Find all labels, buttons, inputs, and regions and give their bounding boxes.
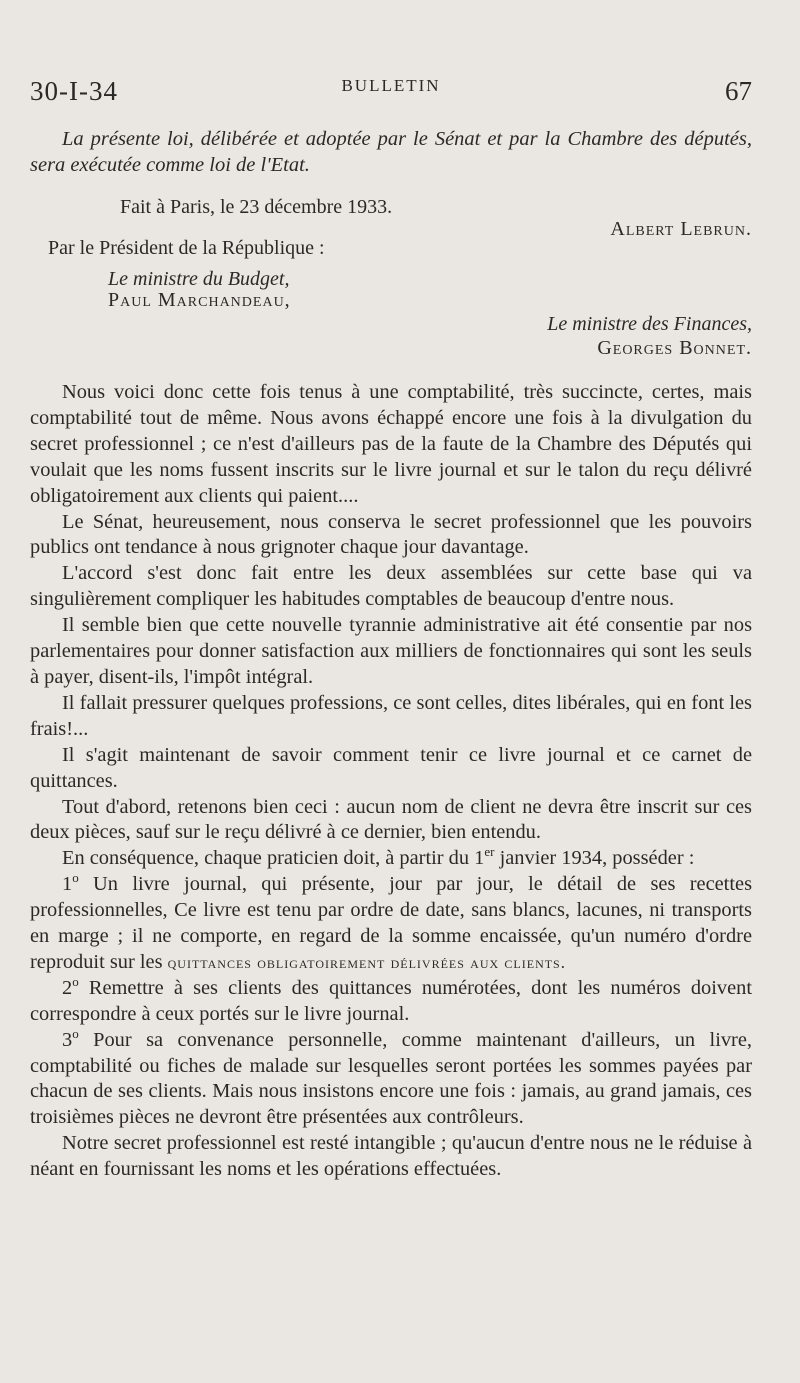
header-title: BULLETIN — [341, 76, 441, 95]
consequence-sup: er — [484, 844, 495, 860]
item-text: Remettre à ses clients des quittances numérotées, dont les numéros doivent correspondre à ceux portés sur le livre journal. — [30, 976, 752, 1025]
item-degree: o — [72, 870, 79, 886]
president-name: Albert Lebrun. — [610, 218, 752, 240]
paragraph: Il fallait pressurer quelques professions, ce sont celles, dites libérales, qui en font les frais!... — [30, 691, 752, 740]
list-item-2 — [30, 976, 752, 1028]
paragraph: Il semble bien que cette nouvelle tyrannie administrative ait été consentie par nos parlementaires pour donner satisfaction aux milliers de fonctionnaires qui sont les seuls à payer, disent-ils, l'impôt intégral. — [30, 614, 752, 688]
list-item-3 — [30, 1025, 752, 1132]
running-header — [30, 70, 752, 110]
law-conclusion — [30, 126, 752, 178]
paragraph: Il s'agit maintenant de savoir comment tenir ce livre journal et ce carnet de quittances. — [30, 743, 752, 792]
finance-minister-title: Le ministre des Finances, — [547, 313, 752, 335]
budget-minister-title: Le ministre du Budget, — [108, 268, 290, 290]
item-number: 3 — [62, 1028, 73, 1051]
closing-paragraph: Notre secret professionnel est resté intangible ; qu'aucun d'entre nous ne le réduise à néant en fournissant les noms et les opérations effectuées. — [30, 1132, 752, 1181]
paragraph: Nous voici donc cette fois tenus à une comptabilité, très succincte, certes, mais comptabilité tout de même. Nous avons échappé encore une fois à la divulgation du secret professionnel ; ce n'est d'ailleurs pas de la faute de la Chambre des Députés qui voulait que les noms fussent inscrits sur le livre journal et sur le talon du reçu délivré obligatoirement aux clients qui paient.... — [30, 381, 752, 507]
paragraph-consequence — [30, 846, 752, 872]
budget-minister-name: Paul Marchandeau, — [108, 289, 291, 311]
item-text: Pour sa convenance personnelle, comme maintenant d'ailleurs, un livre, comptabilité ou fiches de malade sur lesquelles seront portées les sommes payées par chacun de ses clients. Mais nous insistons encore une fois : jamais, au grand jamais, ces troisièmes pièces ne devront être présentées aux contrôleurs. — [30, 1028, 752, 1129]
paragraph: L'accord s'est donc fait entre les deux assemblées sur cette base qui va singulièrement compliquer les habitudes comptables de beaucoup d'entre nous. — [30, 562, 752, 611]
finance-minister-name: Georges Bonnet. — [597, 337, 752, 359]
place-date: Fait à Paris, le 23 décembre 1933. — [120, 196, 393, 218]
header-date: 30-I-34 — [30, 76, 118, 106]
item-number: 1 — [62, 873, 73, 896]
paragraph: Le Sénat, heureusement, nous conserva le secret professionnel que les pouvoirs publics ont tendance à nous grignoter chaque jour davantage. — [30, 510, 752, 559]
item-degree: o — [72, 974, 79, 990]
by-president-line: Par le Président de la République : — [48, 237, 325, 259]
list-item-1 — [30, 872, 752, 976]
law-conclusion-text: La présente loi, délibérée et adoptée par le Sénat et par la Chambre des députés, sera exécutée comme loi de l'Etat. — [30, 128, 752, 176]
article-body — [30, 380, 752, 1183]
item-caps-text: quittances obligatoirement délivrées aux clients. — [167, 952, 566, 972]
paragraph: Tout d'abord, retenons bien ceci : aucun nom de client ne devra être inscrit sur ces deux pièces, sauf sur le reçu délivré à ce dernier, bien entendu. — [30, 795, 752, 844]
item-number: 2 — [62, 976, 73, 999]
item-degree: o — [72, 1025, 79, 1041]
item-text: Un livre journal, qui présente, jour par jour, le détail de ses recettes professionnelles, Ce livre est tenu par ordre de date, sans blancs, lacunes, ni transports en marge ; il ne comporte, en regard de la somme encaissée, qu'un numéro d'ordre reproduit sur les — [30, 873, 752, 973]
page-number: 67 — [725, 76, 752, 106]
consequence-text: En conséquence, chaque praticien doit, à partir du 1 — [62, 847, 485, 870]
consequence-text-end: janvier 1934, posséder : — [494, 847, 695, 870]
